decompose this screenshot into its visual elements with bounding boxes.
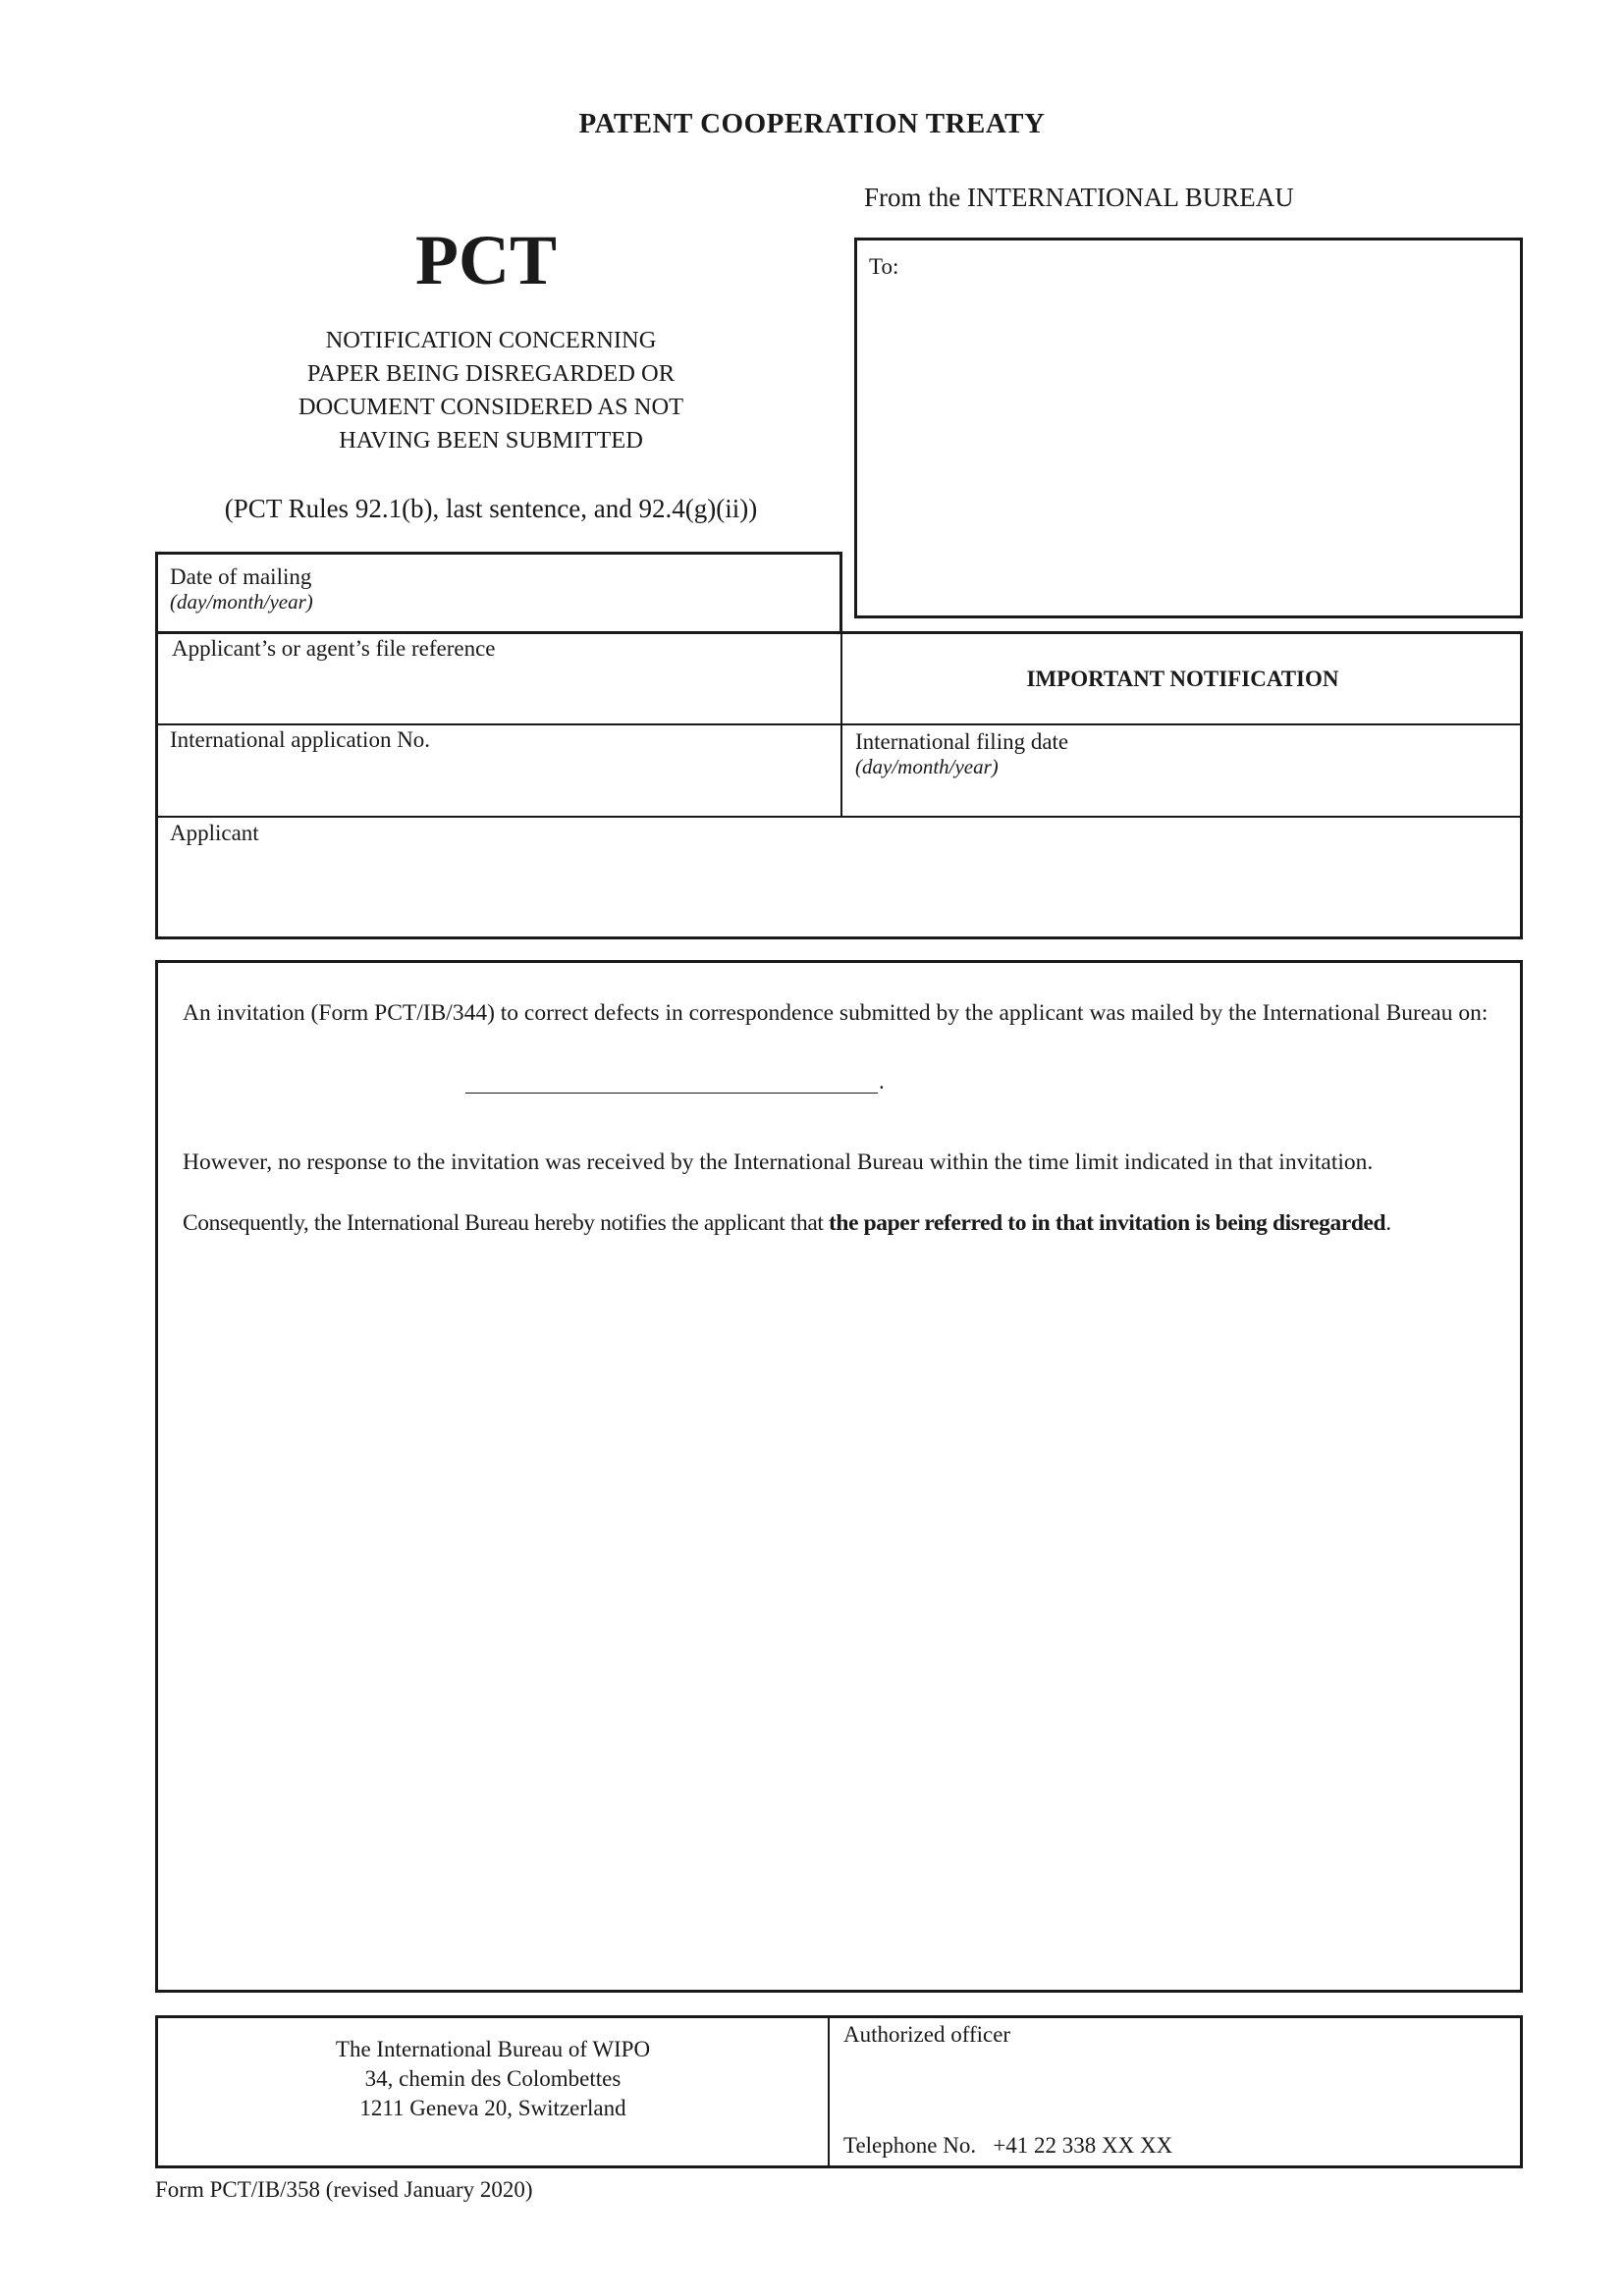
- wipo-address: [158, 2035, 828, 2123]
- rules-reference: (PCT Rules 92.1(b), last sentence, and 92.4(g)(ii)): [224, 494, 758, 523]
- file-reference-label: Applicant’s or agent’s file reference: [172, 636, 496, 661]
- filing-date-format-hint: (day/month/year): [855, 755, 999, 778]
- application-no-label: International application No.: [170, 727, 431, 752]
- from-label: From the INTERNATIONAL BUREAU: [864, 183, 1294, 212]
- footer-box: [155, 2015, 1523, 2168]
- date-format-hint: (day/month/year): [170, 590, 313, 614]
- address-line: The International Bureau of WIPO: [335, 2037, 651, 2061]
- address-line: 1211 Geneva 20, Switzerland: [359, 2096, 626, 2120]
- title-line: PAPER BEING DISREGARDED OR: [306, 360, 676, 387]
- invitation-paragraph: An invitation (Form PCT/IB/344) to correct defects in correspondence submitted by the applicant was mailed by the International Bureau on:: [183, 1000, 1489, 1026]
- to-label: To:: [869, 254, 899, 279]
- applicant-label: Applicant: [170, 821, 259, 845]
- consequence-period: .: [1385, 1210, 1391, 1236]
- title-line: NOTIFICATION CONCERNING: [325, 327, 657, 353]
- application-info-grid: [155, 631, 1523, 939]
- address-line: 34, chemin des Colombettes: [364, 2066, 622, 2091]
- grid-divider: [158, 816, 1520, 818]
- mailed-date-blank[interactable]: [465, 1093, 878, 1094]
- grid-divider: [158, 723, 1520, 725]
- grid-divider: [840, 634, 842, 818]
- date-of-mailing-box[interactable]: [155, 552, 842, 633]
- title-line: DOCUMENT CONSIDERED AS NOT: [298, 394, 684, 420]
- telephone-label: Telephone No.: [843, 2133, 977, 2158]
- filing-date-label: International filing date: [855, 729, 1069, 754]
- telephone-value: +41 22 338 XX XX: [993, 2133, 1173, 2158]
- authorized-officer-label: Authorized officer: [843, 2022, 1011, 2047]
- pct-heading: PCT: [415, 221, 557, 299]
- title-line: HAVING BEEN SUBMITTED: [339, 427, 643, 454]
- no-response-paragraph: However, no response to the invitation was received by the International Bureau within the time limit indicated in that invitation.: [183, 1149, 1374, 1175]
- addressee-box[interactable]: [854, 238, 1523, 618]
- footer-divider: [828, 2018, 830, 2165]
- blank-period: .: [879, 1069, 885, 1094]
- treaty-title: PATENT COOPERATION TREATY: [578, 108, 1046, 139]
- consequence-bold-text: the paper referred to in that invitation is being disregarded: [829, 1210, 1386, 1236]
- notification-title: [196, 324, 785, 457]
- date-of-mailing-label: Date of mailing: [170, 564, 312, 589]
- notification-body-box: [155, 960, 1523, 1993]
- consequence-paragraph: [183, 1207, 1494, 1239]
- consequence-text: Consequently, the International Bureau hereby notifies the applicant that: [183, 1210, 829, 1236]
- telephone-line: [843, 2133, 1172, 2159]
- important-notification: IMPORTANT NOTIFICATION: [1026, 667, 1339, 691]
- form-number: Form PCT/IB/358 (revised January 2020): [155, 2177, 533, 2202]
